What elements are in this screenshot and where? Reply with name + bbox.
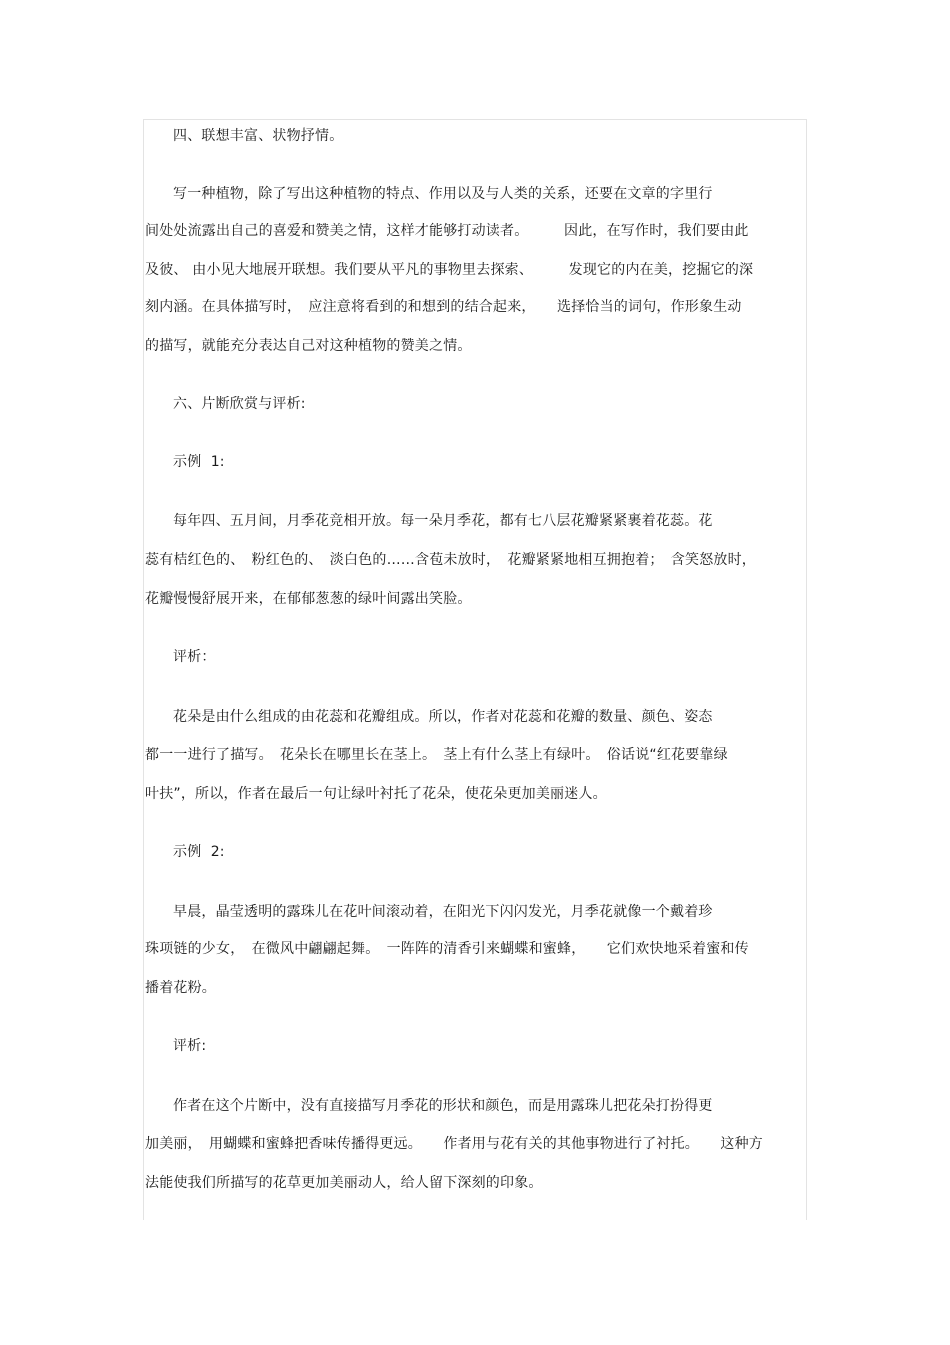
paragraph-line: 花朵是由什么组成的由花蕊和花瓣组成。所以，作者对花蕊和花瓣的数量、颜色、姿态 [173,709,713,725]
paragraph-line: 花瓣慢慢舒展开来，在郁郁葱葱的绿叶间露出笑脸。 [145,591,472,607]
page-frame-left [143,119,144,1220]
paragraph-line: 都一一进行了描写。 花朵长在哪里长在茎上。 茎上有什么茎上有绿叶。 俗话说“红花要靠绿 [145,747,728,763]
page-frame-top [143,119,807,120]
page-frame-right [806,119,807,1220]
paragraph-line: 及彼、 由小见大地展开联想。我们要从平凡的事物里去探索、 发现它的内在美，挖掘它的深 [145,262,754,278]
section-heading-4: 四、联想丰富、状物抒情。 [173,128,344,144]
analysis-1-label: 评析： [173,649,216,665]
example-2-label: 示例 2: [173,844,225,860]
paragraph-line: 作者在这个片断中，没有直接描写月季花的形状和颜色，而是用露珠儿把花朵打扮得更 [173,1098,713,1114]
paragraph-line: 每年四、五月间，月季花竞相开放。每一朵月季花，都有七八层花瓣紧紧裹着花蕊。花 [173,513,713,529]
paragraph-line: 刻内涵。在具体描写时， 应注意将看到的和想到的结合起来， 选择恰当的词句，作形象生动 [145,299,742,315]
paragraph-line: 间处处流露出自己的喜爱和赞美之情，这样才能够打动读者。 因此，在写作时，我们要由此 [145,223,749,239]
paragraph-line: 珠项链的少女， 在微风中翩翩起舞。 一阵阵的清香引来蝴蝶和蜜蜂， 它们欢快地采着蜜和传 [145,941,749,957]
paragraph-line: 蕊有桔红色的、 粉红色的、 淡白色的……含苞未放时， 花瓣紧紧地相互拥抱着； 含笑怒放时， [145,552,756,568]
paragraph-line: 叶扶”，所以，作者在最后一句让绿叶衬托了花朵，使花朵更加美丽迷人。 [145,786,607,802]
paragraph-line: 的描写，就能充分表达自己对这种植物的赞美之情。 [145,338,472,354]
paragraph-line: 播着花粉。 [145,980,216,996]
paragraph-line: 早晨，晶莹透明的露珠儿在花叶间滚动着，在阳光下闪闪发光，月季花就像一个戴着珍 [173,904,713,920]
paragraph-line: 法能使我们所描写的花草更加美丽动人，给人留下深刻的印象。 [145,1175,543,1191]
analysis-2-label: 评析: [173,1038,207,1054]
paragraph-line: 加美丽， 用蝴蝶和蜜蜂把香味传播得更远。 作者用与花有关的其他事物进行了衬托。 这种方 [145,1136,763,1152]
paragraph-line: 写一种植物，除了写出这种植物的特点、作用以及与人类的关系，还要在文章的字里行 [173,186,713,202]
example-1-label: 示例 1: [173,454,225,470]
section-heading-6: 六、片断欣赏与评析: [173,396,306,412]
